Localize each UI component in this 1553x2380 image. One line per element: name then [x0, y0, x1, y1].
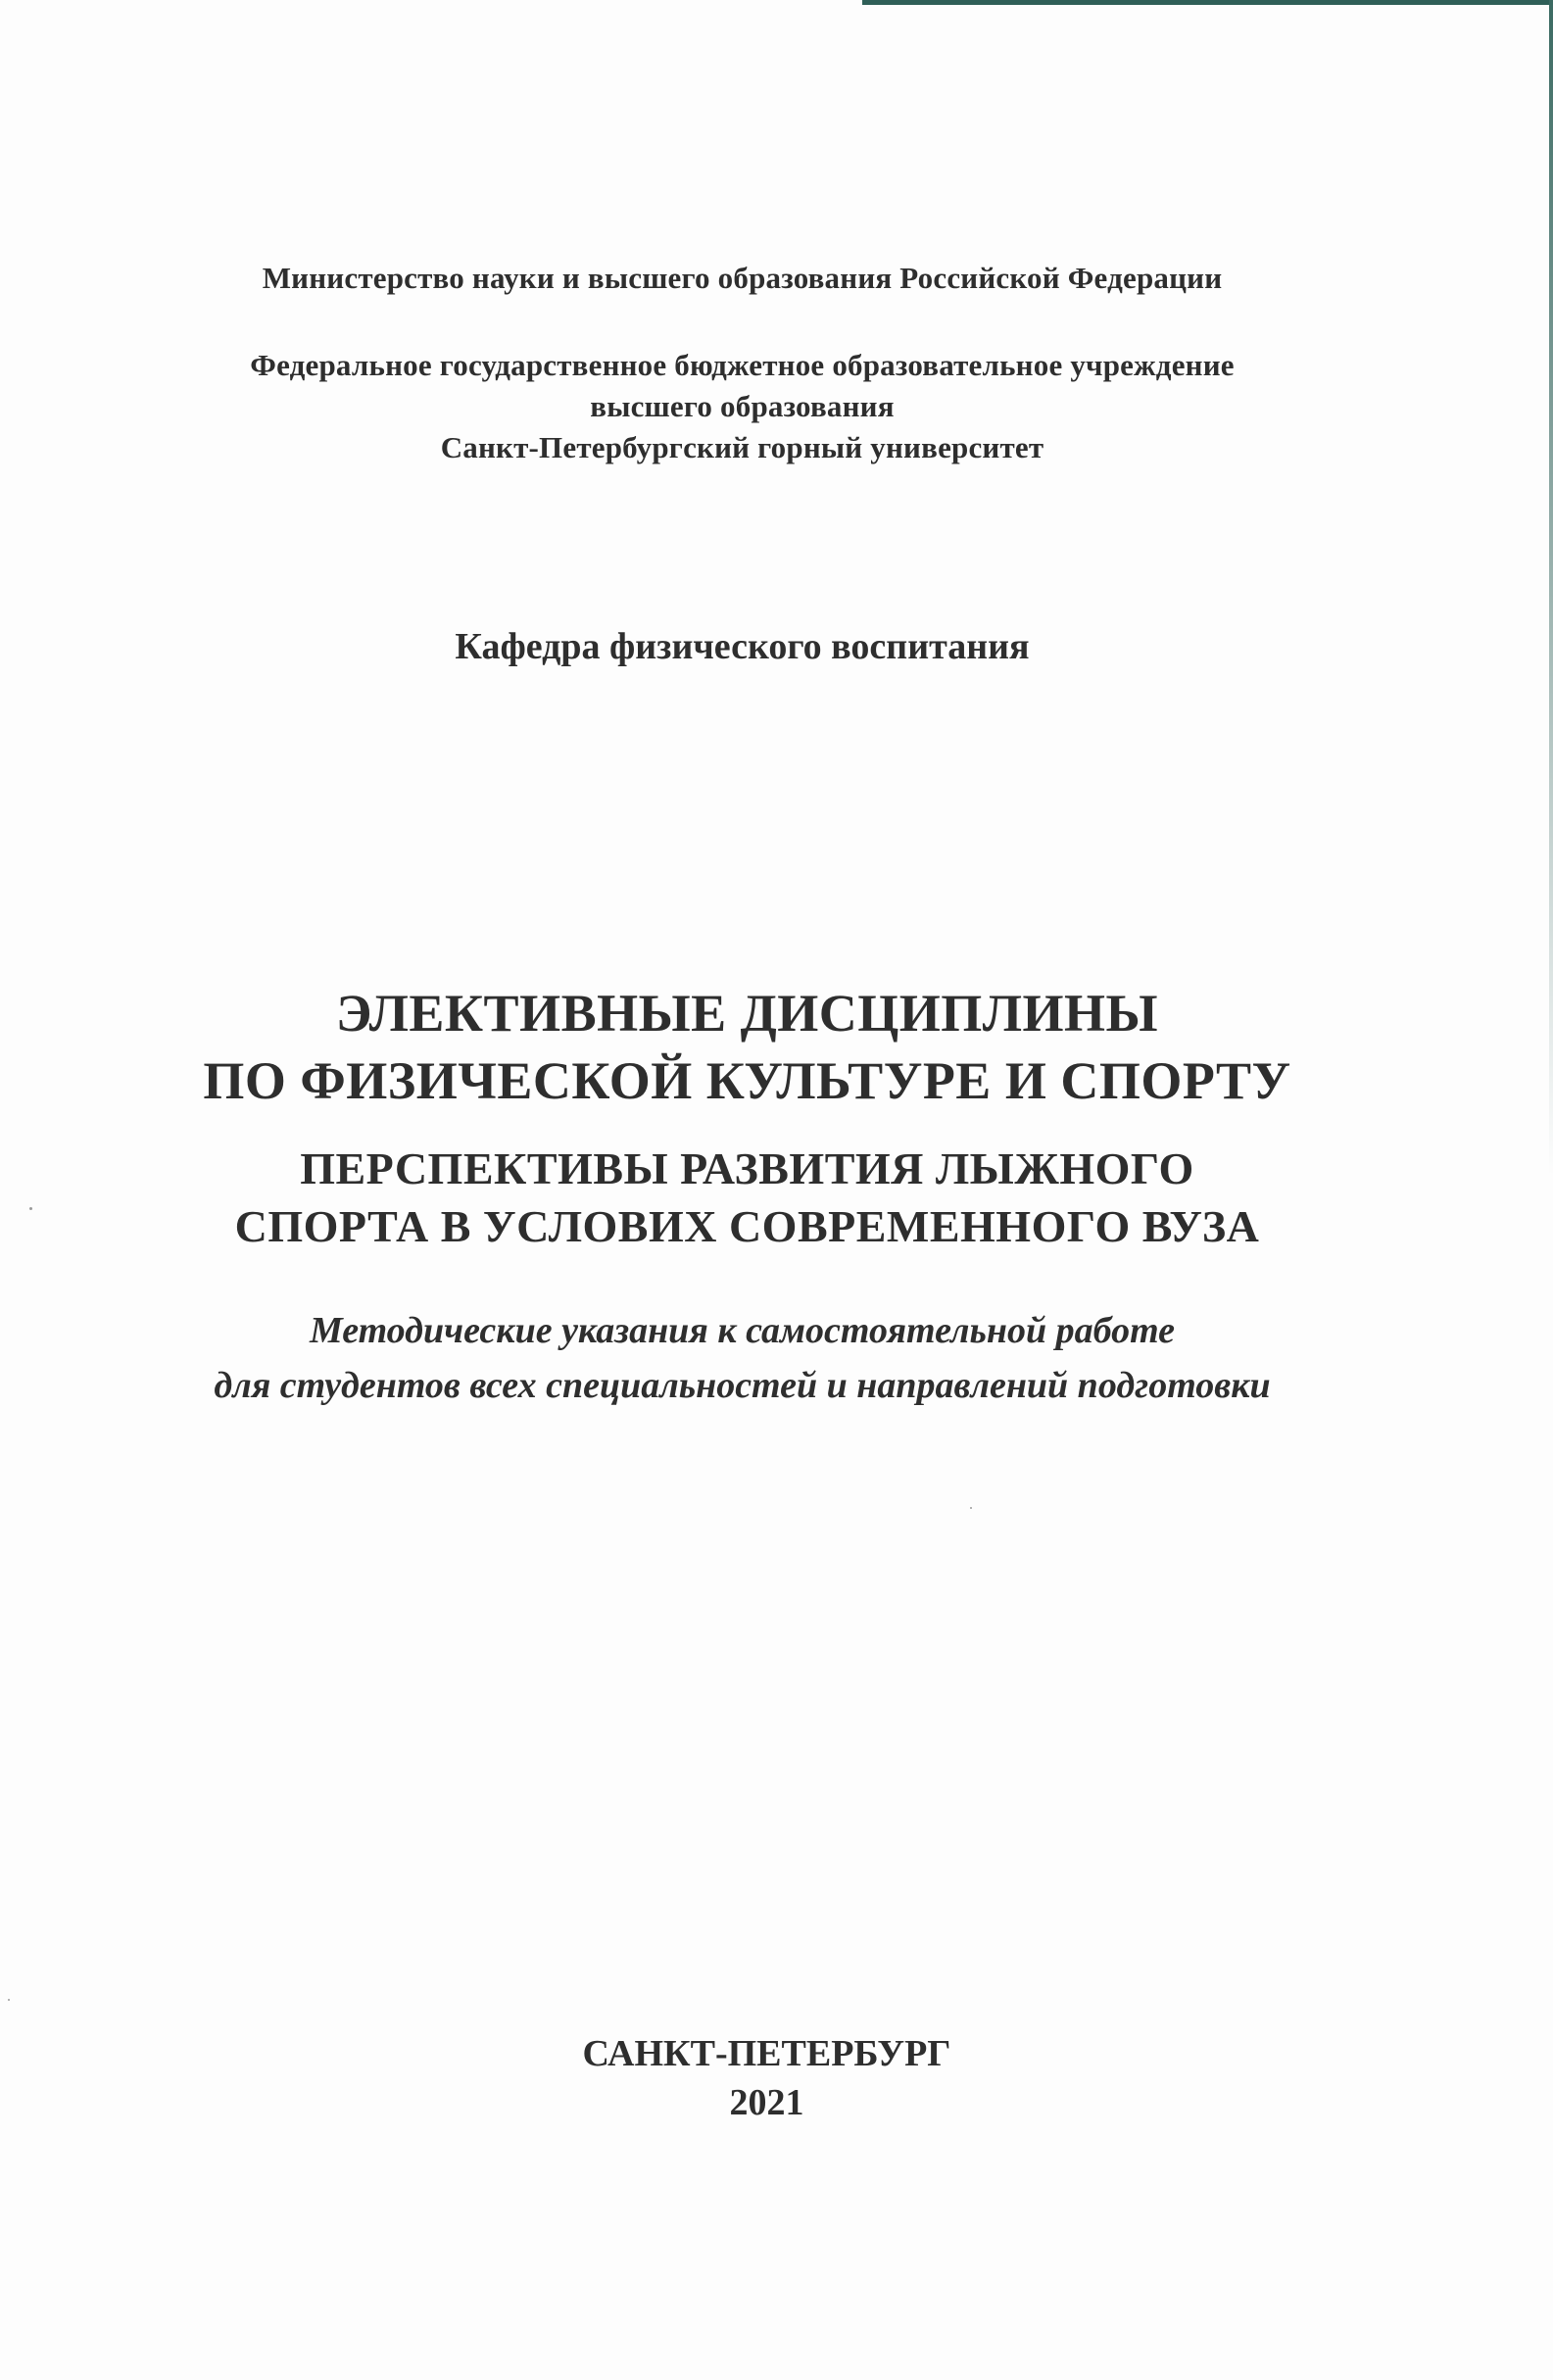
institution-line-2: высшего образования	[590, 389, 895, 423]
publication-city: САНКТ-ПЕТЕРБУРГ	[582, 2033, 951, 2074]
main-title-line-2: ПО ФИЗИЧЕСКОЙ КУЛЬТУРЕ И СПОРТУ	[203, 1051, 1291, 1110]
subtitle-line-2: СПОРТА В УСЛОВИХ СОВРЕМЕННОГО ВУЗА	[234, 1201, 1260, 1251]
subtitle-line-1: ПЕРСПЕКТИВЫ РАЗВИТИЯ ЛЫЖНОГО	[300, 1143, 1194, 1193]
department-name: Кафедра физического воспитания	[455, 626, 1030, 667]
scan-speck	[970, 1507, 972, 1509]
institution-line-1: Федеральное государственное бюджетное образовательное учреждение	[250, 348, 1235, 382]
university-name: Санкт-Петербургский горный университет	[440, 430, 1044, 464]
scan-edge-top	[862, 0, 1553, 5]
description-line-1: Методические указания к самостоятельной работе	[309, 1310, 1176, 1351]
ministry-name: Министерство науки и высшего образования Российской Федерации	[262, 261, 1223, 295]
publication-year: 2021	[729, 2082, 804, 2123]
description-line-2: для студентов всех специальностей и направлений подготовки	[214, 1365, 1271, 1406]
scan-speck	[8, 1999, 10, 2001]
scan-edge-right	[1549, 0, 1553, 1176]
main-title-line-1: ЭЛЕКТИВНЫЕ ДИСЦИПЛИНЫ	[335, 984, 1159, 1043]
